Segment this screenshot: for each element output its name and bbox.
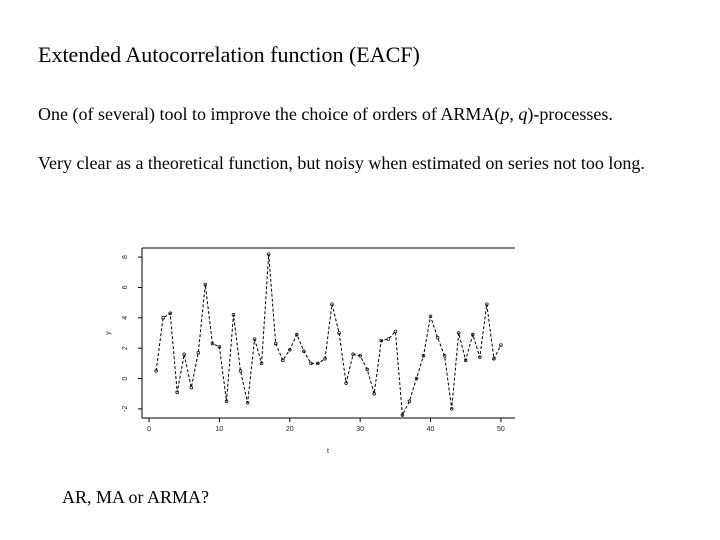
noise-note: Very clear as a theoretical function, but noisy when estimated on series not too long. xyxy=(38,153,645,173)
slide-title: Extended Autocorrelation function (EACF) xyxy=(38,42,420,67)
y-tick-label: 4 xyxy=(122,315,129,320)
intro-text-end: )-processes. xyxy=(527,104,613,124)
y-axis-label: y xyxy=(105,331,112,335)
y-tick-label: 0 xyxy=(122,376,129,381)
x-tick-label: 10 xyxy=(215,426,224,433)
time-series-chart xyxy=(100,240,520,458)
order-q: q xyxy=(518,104,528,124)
intro-text-start: One (of several) tool to improve the choice of orders of ARMA( xyxy=(38,104,501,124)
question-text: AR, MA or ARMA? xyxy=(62,487,210,507)
x-tick-label: 0 xyxy=(147,426,151,433)
intro-line xyxy=(38,104,613,125)
y-tick-label: 8 xyxy=(122,255,129,260)
x-tick-label: 40 xyxy=(426,426,435,433)
order-p: p xyxy=(500,104,510,124)
y-tick-label: 6 xyxy=(122,285,129,290)
series-line xyxy=(156,254,501,415)
x-axis-label: t xyxy=(327,448,329,455)
x-tick-label: 30 xyxy=(356,426,365,433)
y-tick-label: 2 xyxy=(122,346,129,351)
intro-comma: , xyxy=(509,104,519,124)
x-tick-label: 20 xyxy=(285,426,294,433)
x-tick-label: 50 xyxy=(497,426,505,433)
y-tick-label: -2 xyxy=(122,405,129,413)
